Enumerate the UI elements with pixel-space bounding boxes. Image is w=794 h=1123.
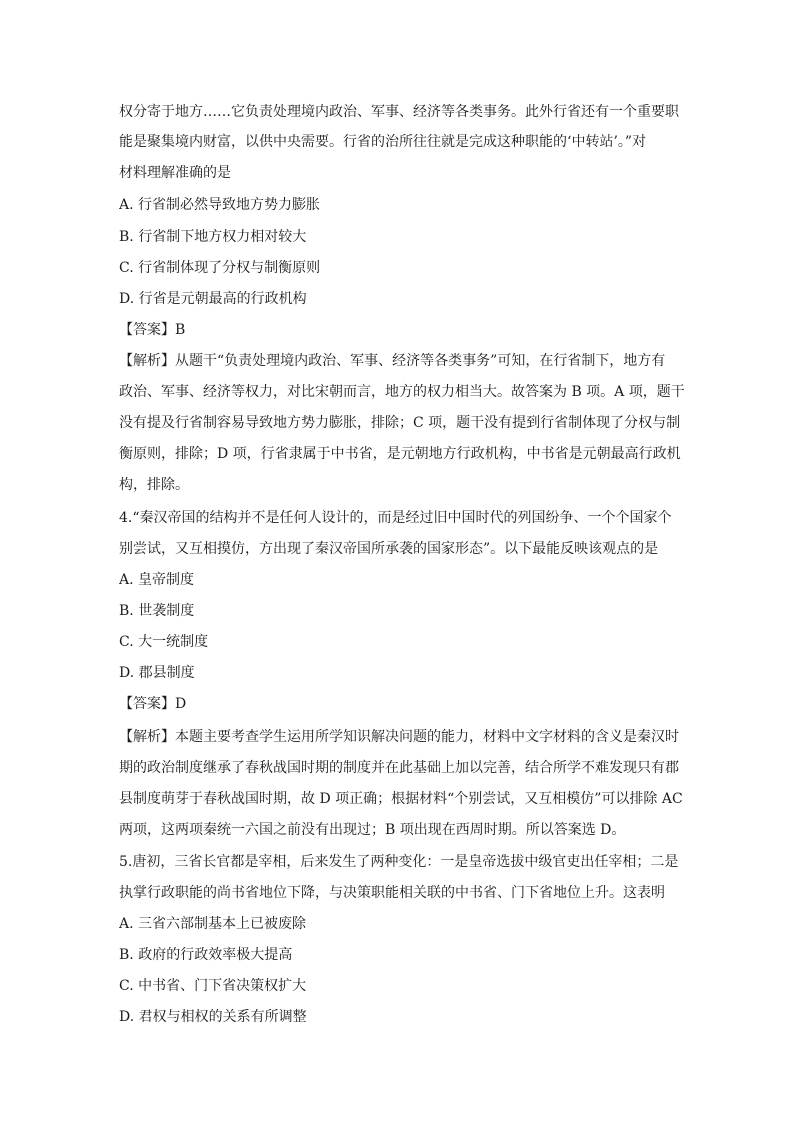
q5-option-c: C. 中书省、门下省决策权扩大 (119, 978, 307, 994)
q3-material-line: 能是聚集境内财富，以供中央需要。行省的治所往往就是完成这种职能的‘中转站’。”对 (119, 134, 647, 150)
q3-analysis-line: 政治、军事、经济等权力，对比宋朝而言，地方的权力相当大。故答案为 B 项。A 项，题干 (119, 384, 685, 400)
q5-option-b: B. 政府的行政效率极大提高 (119, 947, 293, 963)
q4-option-c: C. 大一统制度 (119, 634, 209, 650)
q3-option-b: B. 行省制下地方权力相对较大 (119, 229, 307, 245)
q5-option-d: D. 君权与相权的关系有所调整 (119, 1009, 307, 1025)
q3-material-line: 材料理解准确的是 (119, 165, 231, 181)
q4-stem-line: 4.“秦汉帝国的结构并不是任何人设计的，而是经过旧中国时代的列国纷争、一个个国家个 (119, 510, 672, 526)
q3-option-a: A. 行省制必然导致地方势力膨胀 (119, 197, 321, 213)
q3-analysis-line: 没有提及行省制容易导致地方势力膨胀，排除；C 项，题干没有提到行省制体现了分权与制 (119, 415, 681, 431)
q3-answer: 【答案】B (119, 322, 186, 338)
q5-stem-line: 执掌行政职能的尚书省地位下降，与决策职能相关联的中书省、门下省地位上升。这表明 (119, 885, 665, 901)
q3-analysis-line: 【解析】从题干“负责处理境内政治、军事、经济等各类事务”可知，在行省制下，地方有 (119, 353, 666, 369)
q3-option-c: C. 行省制体现了分权与制衡原则 (119, 260, 321, 276)
q4-stem-line: 别尝试，又互相摸仿，方出现了秦汉帝国所承袭的国家形态”。以下最能反映该观点的是 (119, 541, 659, 557)
q3-option-d: D. 行省是元朝最高的行政机构 (119, 291, 307, 307)
q3-material-line: 权分寄于地方……它负责处理境内政治、军事、经济等各类事务。此外行省还有一个重要职 (119, 104, 679, 120)
q4-analysis-line: 期的政治制度继承了春秋战国时期的制度并在此基础上加以完善，结合所学不难发现只有郡 (119, 760, 679, 776)
q5-option-a: A. 三省六部制基本上已被废除 (119, 916, 307, 932)
q3-analysis-line: 衡原则，排除；D 项，行省隶属于中书省，是元朝地方行政机构，中书省是元朝最高行政机 (119, 446, 681, 462)
q3-analysis-line: 构，排除。 (119, 477, 189, 493)
q4-analysis-line: 县制度萌芽于春秋战国时期，故 D 项正确；根据材料“个别尝试，又互相模仿”可以排除 AC (119, 791, 683, 807)
q5-stem-line: 5.唐初，三省长官都是宰相，后来发生了两种变化：一是皇帝选拔中级官吏出任宰相；二是 (119, 854, 679, 870)
q4-option-d: D. 郡县制度 (119, 665, 195, 681)
q4-option-b: B. 世袭制度 (119, 603, 195, 619)
q4-option-a: A. 皇帝制度 (119, 572, 195, 588)
q4-analysis-line: 【解析】本题主要考查学生运用所学知识解决问题的能力，材料中文字材料的含义是秦汉时 (119, 729, 679, 745)
q4-analysis-line: 两项，这两项秦统一六国之前没有出现过；B 项出现在西周时期。所以答案选 D。 (119, 822, 626, 838)
q4-answer: 【答案】D (119, 696, 187, 712)
